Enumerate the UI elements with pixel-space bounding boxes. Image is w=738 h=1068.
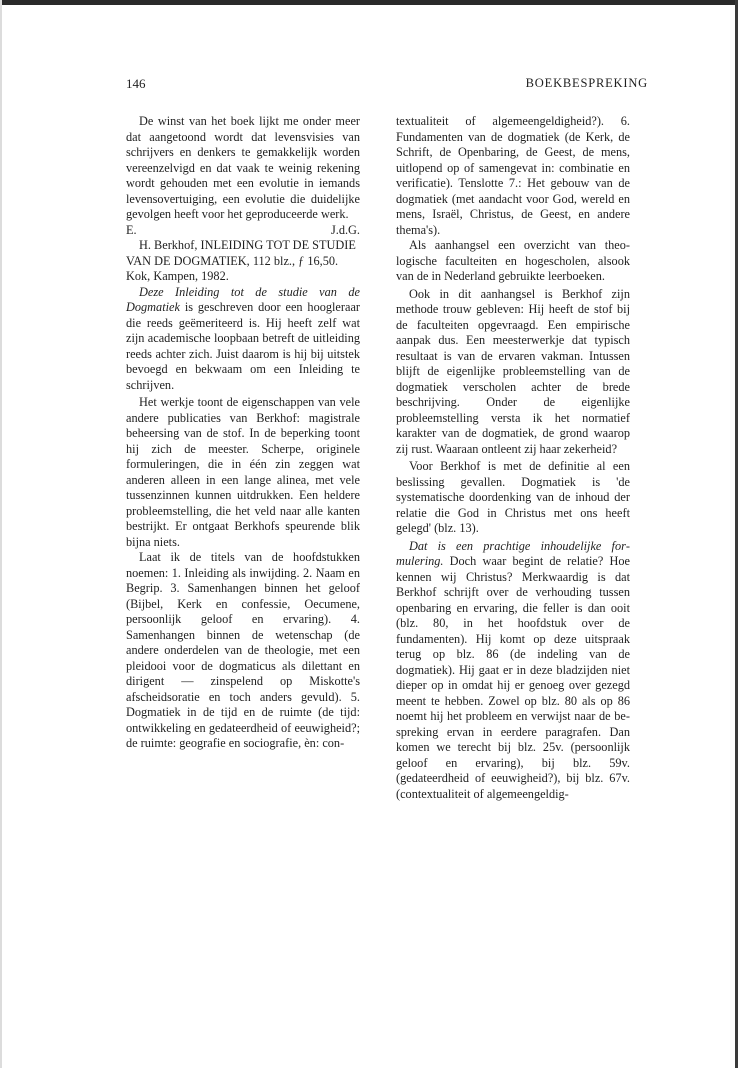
review-paragraph-1: [126, 285, 360, 394]
running-head: BOEKBESPREKING: [525, 76, 648, 90]
signoff-initial: E.: [126, 222, 137, 237]
review-paragraph-4: Als aanhangsel een overzicht van theologische faculteiten en hogescholen, alsook van de in Nederland gebruikte leerboeken.: [396, 238, 630, 283]
review-paragraph-2: Het werkje toont de eigenschappen van vele andere publicaties van Berkhof: magistrale beheersing van de stof. In de beperking toont hij zich de meester. Scherpe, originele formuleringen, die in één zin zeggen wat anderen alleen in een lange alinea, met vele tussenzinnen kunnen uitdrukken. Een heldere probleemstelling, die het veld naar alle kanten bestrijkt. Er ontgaat Berkhofs speurende blik bijna niets.: [126, 395, 360, 549]
review-paragraph-1-text: is geschreven door een hoogleraar die reeds geëmeriteerd is. Hij heeft zelf wat zijn academische loopbaan betreft de uitleiding reeds achter zich. Juist daarom is hij bij uitstek bevoegd en bekwaam om een Inleiding te schrijven.: [126, 300, 360, 392]
book-title-italic: Deze Inleiding tot de studie van de Dogmatiek: [126, 284, 360, 314]
scan-edge-top: [0, 0, 738, 5]
review-paragraph-3: Laat ik de titels van de hoofdstukken noemen: 1. Inleiding als inwijding. 2. Naam en Begrip. 3. Samenhangen binnen het geloof (Bijbel, Kerk en confessie, Oecumene, persoonlijk geloof en ervaring). 4. Samenhangen binnen de wetenschap (de andere onderdelen van de theologie, met een pleidooi voor de dogmaticus als dilettant en dirigent — zinspelend op Miskotte's afscheidsoratie en toch anders gevuld). 5. Dogmatiek in de tijd en de ruimte (de tijd: ontwikkeling en gedateerdheid of eeuwigheid?; de ruimte: geografie en sociografie, èn: con-: [126, 550, 360, 750]
review-paragraph-5: Ook in dit aanhangsel is Berkhof zijn methode trouw gebleven: Hij heeft de stof bij de faculteiten opgevraagd. Een empirische aanpak dus. Een meesterwerkje dat typisch resultaat is van de ervaren vakman. Intussen blijft de eigenlijke probleemstelling van de dogmatiek verscholen achter de brede beschrijving. Onder de eigenlijke probleemstelling versta ik het normatief karakter van de dogmatiek, de grond waarop zij rust. Waaraan ontleent zij haar zekerheid?: [396, 286, 630, 456]
review-paragraph-3-continued: textualiteit of algemeengeldigheid?). 6. Fundamenten van de dogmatiek (de Kerk, de Schrift, de Openbaring, de Geest, de mens, uitlopend op of samengevat in: combinatie en verificatie). Tenslotte 7.: Het gebouw van de dogmatiek (met aandacht voor God, wereld en mens, Israël, Christus, de Geest, en andere thema's).: [396, 114, 630, 237]
review-heading: H. Berkhof, INLEIDING TOT DE STUDIE VAN DE DOGMATIEK, 112 blz., ƒ 16,50. Kok, Kampen, 1982.: [126, 238, 356, 283]
review-paragraph-6: Voor Berkhof is met de definitie al een beslissing gevallen. Dogmatiek is 'de systematische doordenking van de inhoud der relatie die God in Christus met ons heeft gelegd' (blz. 13).: [396, 459, 630, 535]
page-number: 146: [126, 76, 146, 91]
review-paragraph-7: [396, 539, 630, 803]
right-column: [396, 114, 630, 802]
scan-edge-left: [0, 0, 2, 1068]
signoff: [126, 223, 360, 239]
intro-paragraph: De winst van het boek lijkt me onder meer dat aangetoond wordt dat levensvisies van schrijvers en denkers te gemakkelijk worden vereenzelvigd en dat vaak te weinig rekening wordt gehouden met een evolutie in iemands levensovertuiging, een evolutie die duidelijke gevolgen heeft voor het geproduceerde werk.: [126, 114, 360, 221]
signoff-author: J.d.G.: [330, 222, 360, 237]
review-paragraph-7-text: Doch waar begint de relatie? Hoe kennen wij Christus? Merkwaardig is dat Berkhof schrijft over de verhouding tussen openbaring en ervaring, die feller is dan ooit (blz. 80, in het hoofdstuk over de fundamenten). Hij komt op deze uitspraak terug op blz. 86 (de indeling van de dogmatiek). Hij gaat er in deze bladzijden niet dieper op in omdat hij er genoeg over gezegd meent te hebben. Zowel op blz. 80 als op 86 noemt hij het probleem en verwijst naar de bespreking ervan in eerdere paragrafen. Dan komen we terecht bij blz. 25v. (persoonlijk geloof en ervaring), bij blz. 59v. (gedateerdheid of eeuwigheid?), bij blz. 67v. (contextualiteit of algemeengeldig-: [396, 554, 630, 801]
italic-emphasis: Dat is een prachtige inhoudelijke formulering.: [396, 538, 630, 568]
left-column: [126, 114, 360, 752]
